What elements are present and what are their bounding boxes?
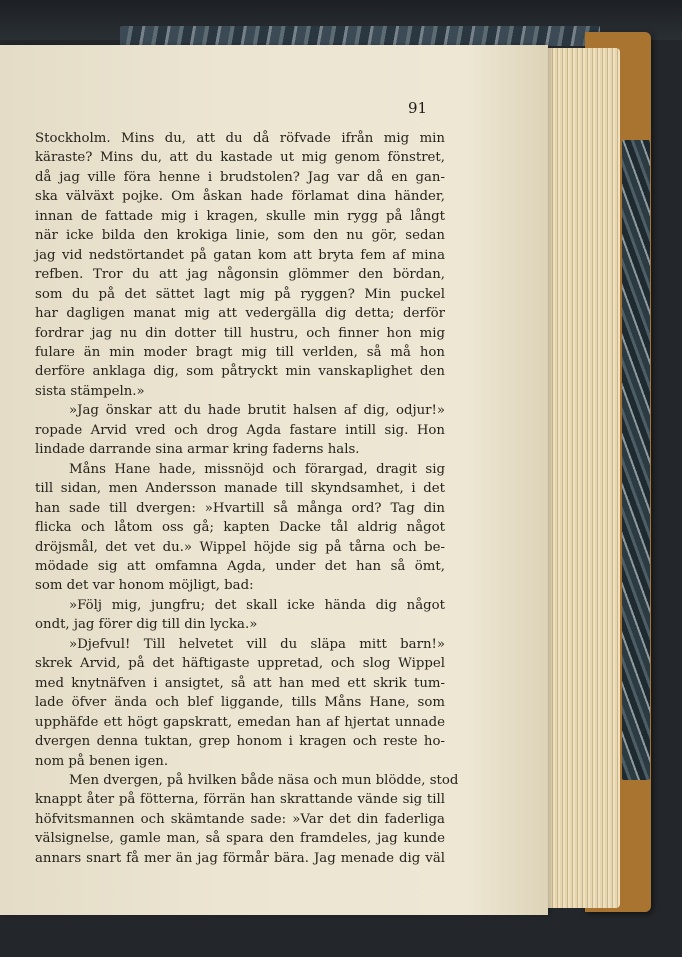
- text-line: knappt åter på fötterna, förrän han skrattande vände sig till: [35, 792, 445, 808]
- text-line: upphäfde ett högt gapskratt, emedan han af hjertat unnade: [35, 714, 445, 730]
- text-line: »Följ mig, jungfru; det skall icke hända dig något: [69, 597, 445, 613]
- text-line: »Jag önskar att du hade brutit halsen af dig, odjur!»: [69, 403, 445, 419]
- text-line: innan de fattade mig i kragen, skulle min rygg på långt: [35, 208, 445, 224]
- text-line: ondt, jag förer dig till din lycka.»: [35, 617, 258, 633]
- text-line: ska välväxt pojke. Om åskan hade förlamat dina händer,: [35, 189, 445, 205]
- text-line: mödade sig att omfamna Agda, under det han så ömt,: [35, 558, 445, 574]
- text-line: nom på benen igen.: [35, 753, 169, 769]
- text-line: jag vid nedstörtandet på gatan kom att bryta fem af mina: [35, 247, 445, 263]
- marbled-cover-edge: [622, 140, 650, 780]
- text-line: lindade darrande sina armar kring faderns hals.: [35, 442, 360, 458]
- text-line: när icke bilda den krokiga linie, som den nu gör, sedan: [35, 228, 445, 244]
- text-line: fulare än min moder bragt mig till verlden, så må hon: [35, 344, 445, 360]
- text-line: fordrar jag nu din dotter till hustru, och finner hon mig: [35, 325, 445, 341]
- page-number: 91: [408, 99, 428, 117]
- text-line: Men dvergen, på hvilken både näsa och mun blödde, stod: [69, 772, 459, 788]
- text-line: sista stämpeln.»: [35, 383, 145, 399]
- text-line: dvergen denna tuktan, grep honom i kragen och reste ho-: [35, 734, 445, 750]
- text-line: till sidan, men Andersson manade till skyndsamhet, i det: [35, 481, 445, 497]
- body-text: [35, 129, 459, 868]
- text-line: dröjsmål, det vet du.» Wippel höjde sig på tårna och be-: [35, 539, 445, 555]
- marbled-cover-top: [120, 26, 600, 46]
- text-line: derföre anklaga dig, som påtryckt min vanskaplighet den: [35, 364, 445, 380]
- text-line: skrek Arvid, på det häftigaste uppretad, och slog Wippel: [35, 656, 445, 672]
- text-line: som det var honom möjligt, bad:: [35, 578, 254, 594]
- text-line: käraste? Mins du, att du kastade ut mig genom fönstret,: [35, 150, 445, 166]
- page-stack-edge: [540, 48, 620, 908]
- text-line: då jag ville föra henne i brudstolen? Jag var då en gan-: [35, 169, 445, 185]
- text-line: höfvitsmannen och skämtande sade: »Var det din faderliga: [35, 811, 445, 827]
- text-line: flicka och låtom oss gå; kapten Dacke tål aldrig något: [35, 520, 445, 536]
- text-line: refben. Tror du att jag någonsin glömmer den bördan,: [35, 267, 445, 283]
- text-line: välsignelse, gamle man, så spara den framdeles, jag kunde: [35, 831, 445, 847]
- text-line: har dagligen manat mig att vedergälla dig detta; derför: [35, 306, 445, 322]
- text-line: lade öfver ända och blef liggande, tills Måns Hane, som: [35, 695, 445, 711]
- text-line: annars snart få mer än jag förmår bära. Jag menade dig väl: [35, 850, 445, 866]
- text-line: han sade till dvergen: »Hvartill så många ord? Tag din: [35, 500, 445, 516]
- text-line: Måns Hane hade, missnöjd och förargad, dragit sig: [69, 461, 445, 477]
- text-line: med knytnäfven i ansigtet, så att han med ett skrik tum-: [35, 675, 445, 691]
- text-line: ropade Arvid vred och drog Agda fastare intill sig. Hon: [35, 422, 445, 438]
- text-line: Stockholm. Mins du, att du då röfvade ifrån mig min: [35, 131, 445, 146]
- text-line: som du på det sättet lagt mig på ryggen? Min puckel: [35, 286, 445, 302]
- text-line: »Djefvul! Till helvetet vill du släpa mitt barn!»: [69, 636, 445, 652]
